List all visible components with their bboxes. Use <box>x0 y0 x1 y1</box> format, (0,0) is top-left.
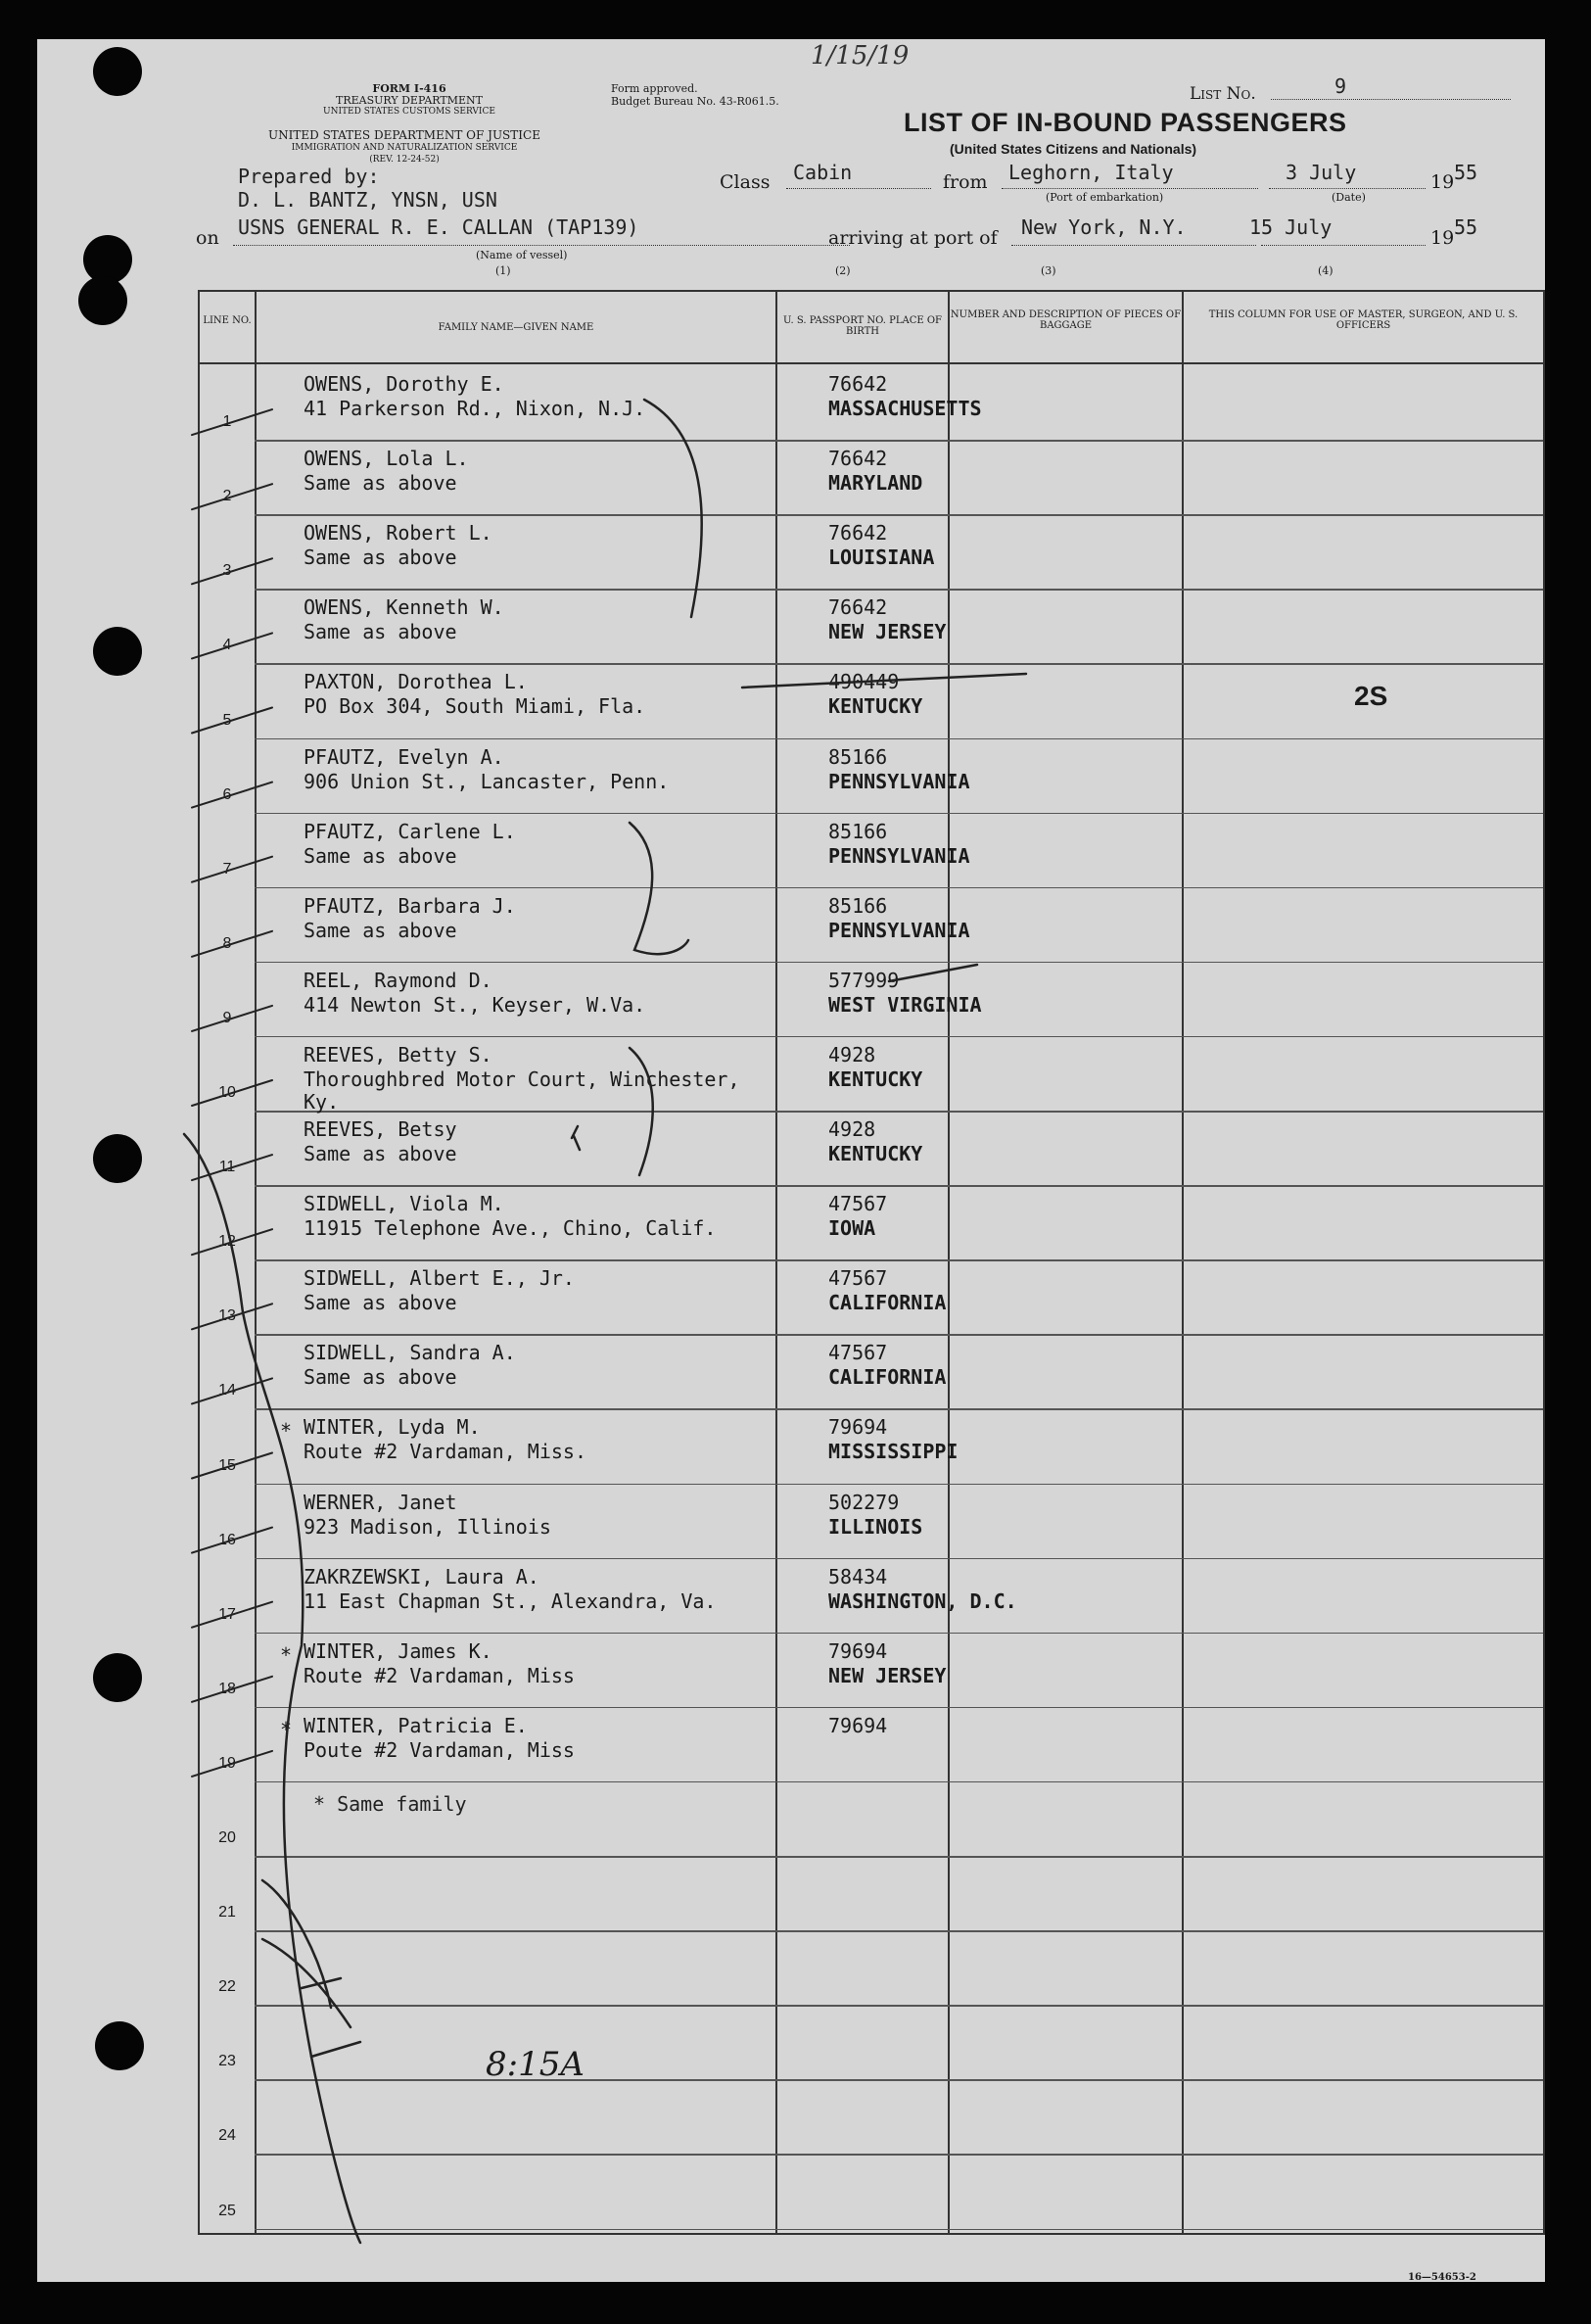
line-number: 24 <box>218 2127 236 2145</box>
passport-number: 58434 <box>828 1564 888 1589</box>
handwritten-date: 1/15/19 <box>811 41 910 71</box>
binder-hole <box>93 47 142 96</box>
line-number: 10 <box>218 1084 236 1101</box>
caption-2: (2) <box>835 264 851 277</box>
form-title: LIST OF IN-BOUND PASSENGERS <box>904 108 1347 137</box>
ins-service: IMMIGRATION AND NATURALIZATION SERVICE <box>291 143 518 153</box>
col-line-no: LINE NO. <box>203 315 252 326</box>
caption-4: (4) <box>1318 264 1334 277</box>
check-tick <box>192 931 272 957</box>
list-no-label: List No. <box>1190 84 1256 104</box>
passenger-address: Same as above <box>304 1365 457 1390</box>
passenger-address: Same as above <box>304 620 457 644</box>
line-number: 25 <box>218 2202 236 2219</box>
passenger-name: OWENS, Kenneth W. <box>304 595 504 620</box>
place-of-birth: WASHINGTON, D.C. <box>828 1589 1017 1613</box>
line-number: 12 <box>218 1233 236 1251</box>
passenger-name: OWENS, Robert L. <box>304 521 492 545</box>
check-tick <box>192 1155 272 1180</box>
embark-year: 55 <box>1454 161 1478 184</box>
passport-number: 47567 <box>828 1266 888 1291</box>
caption-3: (3) <box>1041 264 1056 277</box>
check-tick <box>192 1602 272 1628</box>
passenger-name: OWENS, Dorothy E. <box>304 372 504 396</box>
passport-number: 85166 <box>828 893 888 918</box>
passenger-name: PAXTON, Dorothea L. <box>304 670 528 694</box>
port-embark-caption: (Port of embarkation) <box>1046 191 1164 204</box>
passenger-name: PFAUTZ, Carlene L. <box>304 819 516 843</box>
line-number: 5 <box>222 711 232 729</box>
place-of-birth: KENTUCKY <box>828 1142 923 1165</box>
class-label: Class <box>720 171 771 193</box>
line-number: 6 <box>222 785 232 803</box>
form-page <box>37 39 1545 2282</box>
same-family-star: * <box>280 1642 293 1667</box>
binder-hole <box>93 1134 142 1183</box>
passenger-name: REEVES, Betty S. <box>304 1042 492 1067</box>
year-prefix-1: 19 <box>1430 171 1455 193</box>
passenger-name: OWENS, Lola L. <box>304 447 469 471</box>
check-tick <box>192 783 272 808</box>
line-number: 23 <box>218 2053 236 2070</box>
place-of-birth: WEST VIRGINIA <box>828 992 982 1017</box>
passenger-name: SIDWELL, Albert E., Jr. <box>304 1266 575 1291</box>
arriving-label: arriving at port of <box>828 227 998 249</box>
embark-date: 3 July <box>1286 161 1357 184</box>
line-number: 20 <box>218 1829 236 1846</box>
place-of-birth: PENNSYLVANIA <box>828 769 970 793</box>
passenger-name: PFAUTZ, Evelyn A. <box>304 744 504 769</box>
caption-1: (1) <box>495 264 511 277</box>
revision: (REV. 12-24-52) <box>369 155 440 165</box>
passenger-address: Same as above <box>304 545 457 570</box>
passport-number: 76642 <box>828 521 888 545</box>
col-name: FAMILY NAME—GIVEN NAME <box>438 322 594 333</box>
date-caption: (Date) <box>1332 191 1366 204</box>
list-no-value: 9 <box>1334 74 1347 98</box>
passenger-address: 906 Union St., Lancaster, Penn. <box>304 769 670 793</box>
line-number: 19 <box>218 1754 236 1772</box>
vessel-caption: (Name of vessel) <box>476 249 568 261</box>
passenger-name: WINTER, Patricia E. <box>304 1713 528 1737</box>
line-number: 22 <box>218 1978 236 1996</box>
place-of-birth: MISSISSIPPI <box>828 1440 959 1464</box>
year-prefix-2: 19 <box>1430 227 1455 249</box>
place-of-birth: NEW JERSEY <box>828 620 947 644</box>
form-subtitle: (United States Citizens and Nationals) <box>950 141 1197 157</box>
form-number: FORM I-416 <box>372 82 446 95</box>
port-of-embarkation: Leghorn, Italy <box>1008 161 1174 184</box>
passport-number: 79694 <box>828 1415 888 1440</box>
passport-number: 502279 <box>828 1490 900 1514</box>
place-of-birth: KENTUCKY <box>828 1067 923 1091</box>
check-tick <box>192 1080 272 1106</box>
line-number: 18 <box>218 1680 236 1697</box>
passport-number: 85166 <box>828 819 888 843</box>
place-of-birth: ILLINOIS <box>828 1514 923 1539</box>
check-tick <box>192 1006 272 1031</box>
check-tick <box>192 558 272 584</box>
passenger-name: SIDWELL, Viola M. <box>304 1192 504 1216</box>
handwritten-marks <box>37 39 1545 2282</box>
place-of-birth: KENTUCKY <box>828 694 923 719</box>
line-number: 7 <box>222 860 232 877</box>
passenger-address: Same as above <box>304 843 457 868</box>
line-number: 1 <box>222 413 232 431</box>
passenger-name: REEVES, Betsy <box>304 1117 457 1141</box>
passenger-address: Thoroughbred Motor Court, Winchester, <box>304 1067 740 1091</box>
line-number: 8 <box>222 934 232 952</box>
prepared-by: D. L. BANTZ, YNSN, USN <box>238 188 497 212</box>
passenger-address: 414 Newton St., Keyser, W.Va. <box>304 992 646 1017</box>
passport-number: 76642 <box>828 595 888 620</box>
passenger-address: Same as above <box>304 918 457 942</box>
passport-number: 79694 <box>828 1638 888 1663</box>
line-number: 16 <box>218 1531 236 1548</box>
justice-dept: UNITED STATES DEPARTMENT OF JUSTICE <box>268 128 540 142</box>
place-of-birth: IOWA <box>828 1216 876 1241</box>
line-number: 14 <box>218 1382 236 1399</box>
customs-service: UNITED STATES CUSTOMS SERVICE <box>323 107 495 117</box>
port-of-arrival: New York, N.Y. <box>1021 215 1187 239</box>
check-tick <box>192 484 272 509</box>
passenger-address: Route #2 Vardaman, Miss <box>304 1663 575 1687</box>
prepared-by-label: Prepared by: <box>238 165 380 188</box>
check-tick <box>192 1378 272 1403</box>
check-tick <box>192 1528 272 1553</box>
vessel-name: USNS GENERAL R. E. CALLAN (TAP139) <box>238 215 639 239</box>
passenger-address: Poute #2 Vardaman, Miss <box>304 1737 575 1762</box>
place-of-birth: PENNSYLVANIA <box>828 918 970 942</box>
form-approved: Form approved. <box>611 82 698 95</box>
passenger-name: WERNER, Janet <box>304 1490 457 1514</box>
col-baggage: NUMBER AND DESCRIPTION OF PIECES OF BAGGAGE <box>950 309 1182 331</box>
print-code: 16—54653-2 <box>1408 2272 1476 2283</box>
passenger-address-cont: Ky. <box>304 1089 340 1114</box>
passenger-name: ZAKRZEWSKI, Laura A. <box>304 1564 539 1589</box>
place-of-birth: CALIFORNIA <box>828 1365 947 1390</box>
passenger-address: Same as above <box>304 1291 457 1315</box>
passenger-address: 11915 Telephone Ave., Chino, Calif. <box>304 1216 717 1241</box>
passport-number: 4928 <box>828 1042 876 1067</box>
binder-hole <box>95 2021 144 2070</box>
from-label: from <box>943 171 988 193</box>
passport-number: 76642 <box>828 372 888 396</box>
arrival-year: 55 <box>1454 215 1478 239</box>
passenger-address: Same as above <box>304 1142 457 1165</box>
check-tick <box>192 633 272 658</box>
place-of-birth: LOUISIANA <box>828 545 935 570</box>
passenger-name: SIDWELL, Sandra A. <box>304 1341 516 1365</box>
passport-number: 577999 <box>828 968 900 992</box>
col-officers: THIS COLUMN FOR USE OF MASTER, SURGEON, AND U. S. OFFICERS <box>1208 309 1519 331</box>
passport-number: 490449 <box>828 670 900 694</box>
place-of-birth: MASSACHUSETTS <box>828 397 982 420</box>
check-tick <box>192 1453 272 1479</box>
passport-number: 47567 <box>828 1192 888 1216</box>
arrival-date: 15 July <box>1249 215 1333 239</box>
line-number: 21 <box>218 1904 236 1921</box>
on-label: on <box>196 227 219 249</box>
treasury-dept: TREASURY DEPARTMENT <box>336 94 483 107</box>
passenger-name: PFAUTZ, Barbara J. <box>304 893 516 918</box>
budget-bureau: Budget Bureau No. 43-R061.5. <box>611 95 779 108</box>
handwritten-note: 8:15A <box>486 2045 585 2084</box>
passenger-address: 923 Madison, Illinois <box>304 1514 551 1539</box>
binder-hole <box>78 276 127 325</box>
check-tick <box>192 708 272 734</box>
check-tick <box>192 1751 272 1777</box>
passenger-address: 11 East Chapman St., Alexandra, Va. <box>304 1589 717 1613</box>
class-value: Cabin <box>793 161 853 184</box>
check-tick <box>192 1677 272 1702</box>
passport-number: 79694 <box>828 1713 888 1737</box>
place-of-birth: PENNSYLVANIA <box>828 843 970 868</box>
line-number: 17 <box>218 1605 236 1623</box>
line-number: 13 <box>218 1307 236 1325</box>
same-family-star: * <box>280 1419 293 1444</box>
check-tick <box>192 857 272 882</box>
binder-hole <box>93 627 142 676</box>
place-of-birth: NEW JERSEY <box>828 1663 947 1687</box>
passenger-name: REEL, Raymond D. <box>304 968 492 992</box>
line-number: 4 <box>222 637 232 654</box>
passenger-name: WINTER, Lyda M. <box>304 1415 481 1440</box>
officer-mark: 2S <box>1354 681 1388 711</box>
passenger-address: 41 Parkerson Rd., Nixon, N.J. <box>304 397 646 420</box>
footnote: * Same family <box>313 1792 467 1816</box>
line-number: 3 <box>222 562 232 580</box>
place-of-birth: CALIFORNIA <box>828 1291 947 1315</box>
line-number: 11 <box>218 1159 236 1176</box>
col-passport: U. S. PASSPORT NO. PLACE OF BIRTH <box>783 315 942 337</box>
binder-hole <box>93 1653 142 1702</box>
passenger-address: Same as above <box>304 471 457 496</box>
check-tick <box>192 409 272 435</box>
passenger-address: PO Box 304, South Miami, Fla. <box>304 694 646 719</box>
passenger-address: Route #2 Vardaman, Miss. <box>304 1440 586 1464</box>
passport-number: 76642 <box>828 447 888 471</box>
place-of-birth: MARYLAND <box>828 471 923 496</box>
passport-number: 47567 <box>828 1341 888 1365</box>
same-family-star: * <box>280 1717 293 1741</box>
passenger-name: WINTER, James K. <box>304 1638 492 1663</box>
passport-number: 4928 <box>828 1117 876 1141</box>
line-number: 15 <box>218 1456 236 1474</box>
line-number: 9 <box>222 1009 232 1026</box>
check-tick <box>192 1304 272 1329</box>
passport-number: 85166 <box>828 744 888 769</box>
line-number: 2 <box>222 488 232 505</box>
